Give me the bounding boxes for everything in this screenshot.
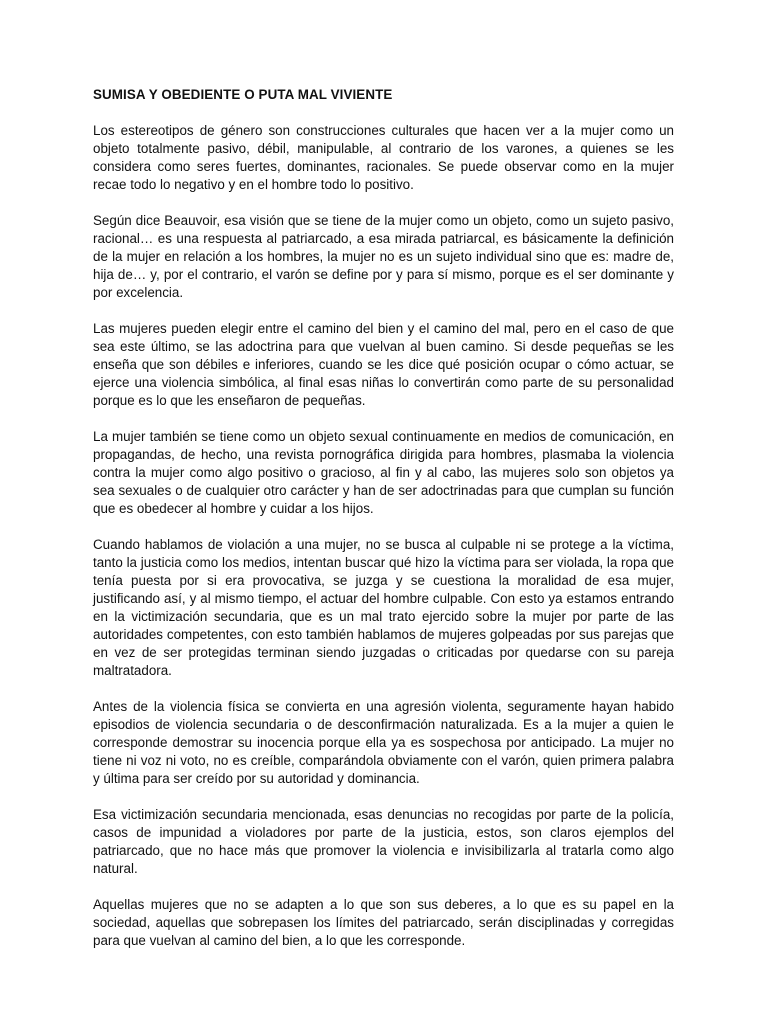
paragraph-2: Según dice Beauvoir, esa visión que se tiene de la mujer como un objeto, como un sujeto pasivo, racional… es una respuesta al patriarcado, a esa mirada patriarcal, es básicamente la definición de la mujer en relación a los hombres, la mujer no es un sujeto individual sino que es: madre de, hija de… y, por el contrario, el varón se define por y para sí mismo, porque es el ser dominante y por excelencia. bbox=[93, 213, 674, 300]
paragraph-4: La mujer también se tiene como un objeto sexual continuamente en medios de comunicación, en propagandas, de hecho, una revista pornográfica dirigida para hombres, plasmaba la violencia contra la mujer como algo positivo o gracioso, al fin y al cabo, las mujeres solo son objetos ya sea sexuales o de cualquier otro carácter y han de ser adoctrinadas para que cumplan su función que es obedecer al hombre y cuidar a los hijos. bbox=[93, 429, 674, 516]
paragraph-5: Cuando hablamos de violación a una mujer, no se busca al culpable ni se protege a la víctima, tanto la justicia como los medios, intentan buscar qué hizo la víctima para ser violada, la ropa que tenía puesta por si era provocativa, se juzga y se cuestiona la moralidad de esa mujer, justificando así, y al mismo tiempo, el actuar del hombre culpable. Con esto ya estamos entrando en la victimización secundaria, que es un mal trato ejercido sobre la mujer por parte de las autoridades competentes, con esto también hablamos de mujeres golpeadas por sus parejas que en vez de ser protegidas terminan siendo juzgadas o criticadas por quedarse con su pareja maltratadora. bbox=[93, 537, 674, 678]
paragraph-1: Los estereotipos de género son construcciones culturales que hacen ver a la mujer como un objeto totalmente pasivo, débil, manipulable, al contrario de los varones, a quienes se les considera como seres fuertes, dominantes, racionales. Se puede observar como en la mujer recae todo lo negativo y en el hombre todo lo positivo. bbox=[93, 123, 674, 192]
document-page bbox=[93, 86, 674, 968]
paragraph-3: Las mujeres pueden elegir entre el camino del bien y el camino del mal, pero en el caso de que sea este último, se las adoctrina para que vuelvan al buen camino. Si desde pequeñas se les enseña que son débiles e inferiores, cuando se les dice qué posición ocupar o cómo actuar, se ejerce una violencia simbólica, al final esas niñas lo convertirán como parte de su personalidad porque es lo que les enseñaron de pequeñas. bbox=[93, 321, 674, 408]
paragraph-6: Antes de la violencia física se convierta en una agresión violenta, seguramente hayan habido episodios de violencia secundaria o de desconfirmación naturalizada. Es a la mujer a quien le corresponde demostrar su inocencia porque ella ya es sospechosa por anticipado. La mujer no tiene ni voz ni voto, no es creíble, comparándola obviamente con el varón, quien primera palabra y última para ser creído por su autoridad y dominancia. bbox=[93, 699, 674, 786]
paragraph-8: Aquellas mujeres que no se adapten a lo que son sus deberes, a lo que es su papel en la sociedad, aquellas que sobrepasen los límites del patriarcado, serán disciplinadas y corregidas para que vuelvan al camino del bien, a lo que les corresponde. bbox=[93, 897, 674, 948]
paragraph-7: Esa victimización secundaria mencionada, esas denuncias no recogidas por parte de la policía, casos de impunidad a violadores por parte de la justicia, estos, son claros ejemplos del patriarcado, que no hace más que promover la violencia e invisibilizarla al tratarla como algo natural. bbox=[93, 807, 674, 876]
document-title: SUMISA Y OBEDIENTE O PUTA MAL VIVIENTE bbox=[93, 87, 393, 102]
